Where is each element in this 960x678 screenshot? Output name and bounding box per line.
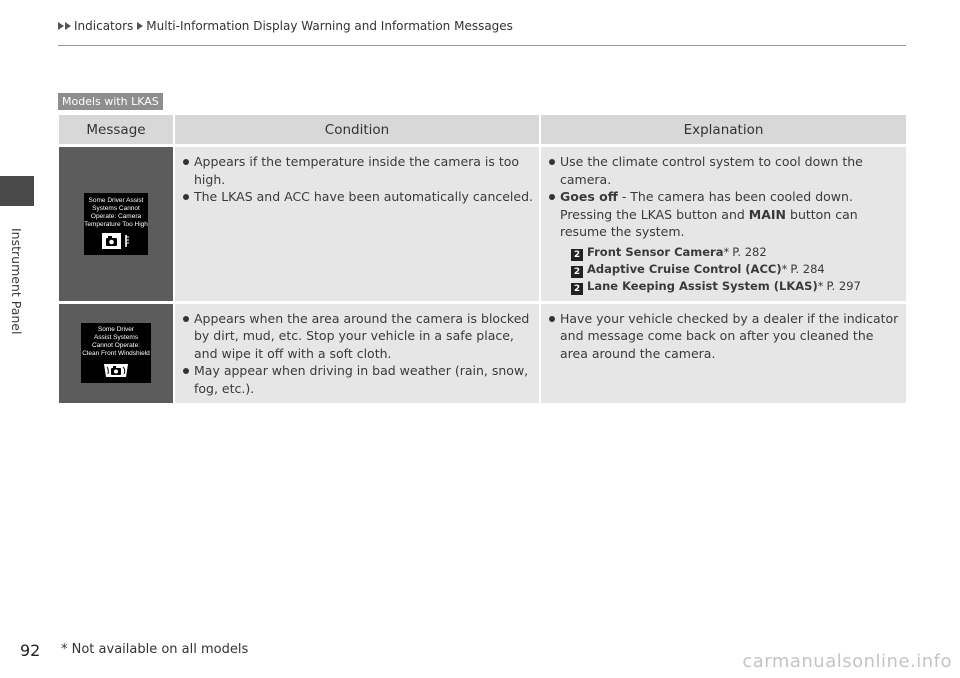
table-row: [59, 304, 906, 404]
explanation-item: Use the climate control system to cool down the camera.: [549, 153, 900, 188]
message-image-cell: [59, 147, 173, 301]
reference-title: Lane Keeping Assist System (LKAS): [587, 278, 818, 293]
display-screen: [81, 323, 151, 383]
reference-link[interactable]: [571, 261, 900, 278]
explanation-cell: [539, 304, 906, 404]
windshield-camera-icon: [101, 361, 131, 379]
reference-link[interactable]: [571, 244, 900, 261]
explanation-item: [549, 188, 900, 241]
condition-item: The LKAS and ACC have been automatically canceled.: [183, 188, 533, 206]
message-image-cell: [59, 304, 173, 404]
reference-asterisk: *: [723, 244, 730, 259]
condition-item: May appear when driving in bad weather (rain, snow, fog, etc.).: [183, 362, 533, 397]
condition-item: Appears when the area around the camera is blocked by dirt, mud, etc. Stop your vehicle in a safe place, and wipe it off with a soft cloth.: [183, 310, 533, 363]
display-text-line: Systems Cannot: [92, 204, 140, 212]
reference-title: Adaptive Cruise Control (ACC): [587, 261, 782, 276]
breadcrumb: [58, 19, 513, 33]
reference-title: Front Sensor Camera: [587, 244, 724, 259]
section-tab: [0, 176, 34, 206]
table-row: [59, 147, 906, 301]
condition-cell: [173, 147, 539, 301]
display-text-line: Operate: Camera: [90, 212, 142, 220]
reference-arrow-icon: 2: [571, 249, 583, 261]
explanation-cell: [539, 147, 906, 301]
header-explanation: Explanation: [539, 115, 906, 144]
breadcrumb-item-messages[interactable]: Multi-Information Display Warning and Information Messages: [146, 19, 513, 33]
header-condition: Condition: [173, 115, 539, 144]
page-number: 92: [20, 641, 41, 660]
main-button-label: MAIN: [748, 206, 787, 222]
camera-temperature-icon: [101, 232, 131, 250]
display-text-line: Cannot Operate:: [91, 342, 141, 350]
goes-off-label: Goes off: [560, 189, 618, 204]
display-text-line: Some Driver Assist: [88, 196, 144, 204]
reference-arrow-icon: 2: [571, 283, 583, 295]
breadcrumb-arrow-icon: [137, 22, 143, 30]
reference-page: P. 284: [790, 261, 825, 276]
models-tag: Models with LKAS: [58, 93, 163, 110]
display-text-line: Some Driver: [97, 326, 135, 334]
header-message: Message: [59, 115, 173, 144]
goes-off-text: - The camera has been cooled down. Pressing the LKAS button and: [560, 189, 853, 222]
reference-page: P. 297: [826, 278, 861, 293]
explanation-item: Have your vehicle checked by a dealer if the indicator and message come back on after you cleaned the area around the camera.: [549, 310, 900, 363]
goes-off-text: button can resume the system.: [560, 206, 858, 239]
reference-asterisk: *: [817, 278, 824, 293]
messages-table: [59, 112, 906, 406]
condition-item: Appears if the temperature inside the camera is too high.: [183, 153, 533, 188]
display-text-line: Temperature Too High: [84, 220, 148, 228]
condition-cell: [173, 304, 539, 404]
reference-link[interactable]: [571, 278, 900, 295]
table-header-row: [59, 115, 906, 144]
section-label: Instrument Panel: [9, 228, 24, 335]
breadcrumb-arrow-icon: [58, 22, 64, 30]
watermark: carmanualsonline.info: [742, 651, 952, 672]
display-text-line: Assist Systems: [93, 334, 139, 342]
breadcrumb-arrow-icon: [65, 22, 71, 30]
reference-arrow-icon: 2: [571, 266, 583, 278]
breadcrumb-item-indicators[interactable]: Indicators: [74, 19, 134, 33]
display-screen: [84, 193, 148, 255]
display-text-line: Clean Front Windshield: [82, 350, 150, 358]
footnote: * Not available on all models: [61, 642, 249, 657]
reference-asterisk: *: [781, 261, 788, 276]
reference-page: P. 282: [732, 244, 767, 259]
header-divider: [58, 45, 906, 46]
references: [571, 244, 900, 295]
